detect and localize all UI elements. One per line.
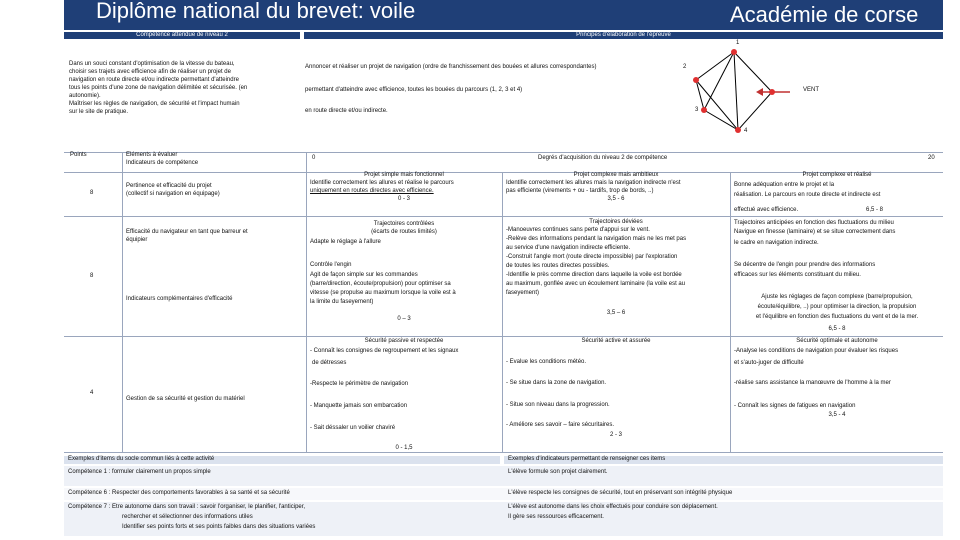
block2-d1b: Contrôle l'engin <box>310 262 352 268</box>
table-line <box>122 152 123 452</box>
table-line <box>730 172 731 452</box>
bottom-row-left: Compétence 1 : formuler clairement un propos simple <box>68 469 211 475</box>
buoy-3 <box>701 107 707 113</box>
bottom-row-right: L'élève est autonome dans les choix effectués pour conduire son déplacement. <box>508 504 718 510</box>
block1-points: 8 <box>90 190 94 196</box>
bottom-right-header: Exemples d'indicateurs permettant de renseigner ces items <box>508 456 666 462</box>
principe-2: permettant d'atteindre avec efficience, toutes les bouées du parcours (1, 2, 3 et 4) <box>305 87 523 93</box>
block3-d2-item: - Améliore ses savoir – faire sécuritaires. <box>506 422 615 428</box>
wind-label: VENT <box>803 87 820 93</box>
block1-d2: pas efficiente (virements + ou - tardifs, trop de bords, ..) <box>506 188 654 194</box>
block2-d3a: Trajectoires anticipées en fonction des fluctuations du milieu <box>734 220 894 226</box>
table-line <box>64 152 943 153</box>
block2-element: équipier <box>126 237 148 243</box>
block1-element: Pertinence et efficacité du projet <box>126 183 212 189</box>
block2-d3b: Ajuste les réglages de façon complexe (barre/propulsion, <box>761 294 913 300</box>
block3-d2-item: - Evalue les conditions météo. <box>506 359 587 365</box>
buoy-mid <box>769 89 775 95</box>
block2-d2: -Identifie le près comme direction dans laquelle la voile est bordée <box>506 272 682 278</box>
block2-d1b: (barre/direction, écoute/propulsion) pour optimiser sa <box>310 281 451 287</box>
block1-d2: Identifie correctement les allures mais la navigation indirecte n'est <box>506 180 681 186</box>
degres-header: Degrés d'acquisition du niveau 2 de compétence <box>538 155 668 161</box>
block2-d1b: la limite du faseyement) <box>310 299 374 305</box>
table-line <box>64 216 943 217</box>
block3-d2-item: - Situe son niveau dans la progression. <box>506 402 610 408</box>
principe-3: en route directe et/ou indirecte. <box>305 108 388 114</box>
buoy-1-label: 1 <box>736 40 740 46</box>
block2-d2: faseyement) <box>506 290 540 296</box>
competence-line: sur le site de pratique. <box>69 109 129 115</box>
block2-element: Indicateurs complémentaires d'efficacité <box>126 296 233 302</box>
block2-d1a: Trajectoires contrôlées <box>373 221 435 227</box>
table-line <box>64 452 943 453</box>
block2-d2: Trajectoires déviées <box>589 219 643 225</box>
block1-element: (collectif si navigation en équipage) <box>126 191 220 197</box>
competence-line: navigation en route directe et/ou indirecte permettant d'atteindre <box>69 77 239 83</box>
block3-d1-item: -Respecte le périmètre de navigation <box>310 381 409 387</box>
block2-d3b: et l'équilibre en fonction des fluctuations du vent et de la mer. <box>755 314 919 320</box>
competence-line: choisir ses trajets avec efficience afin de réaliser un projet de <box>69 69 231 75</box>
block2-d2-score: 3,5 – 6 <box>606 310 626 316</box>
block1-d2: Projet complexe mais ambitieux <box>573 172 659 178</box>
block3-d3-title: -Analyse les conditions de navigation pour évaluer les risques <box>734 348 899 354</box>
bottom-row-right: L'élève formule son projet clairement. <box>508 469 608 475</box>
competence-line: autonomie). <box>69 93 101 99</box>
block2-d2: -Construit l'angle mort (route directe impossible) par l'exploration <box>506 254 678 260</box>
block3-d3-score: 3,5 - 4 <box>828 412 846 418</box>
block3-d1-item: - Sait déssaler un voilier chaviré <box>310 425 396 431</box>
score-max: 20 <box>928 155 935 161</box>
block2-d1a: Adapte le réglage à l'allure <box>310 239 381 245</box>
competence-line: tous les points d'une zone de navigation délimitée et sécurisée. (en <box>69 85 248 91</box>
buoy-4-label: 4 <box>744 128 748 134</box>
block3-d3-title: Sécurité optimale et autonome <box>796 338 878 344</box>
col-elements-header: Eléments à évaluer <box>126 152 178 158</box>
block2-points: 8 <box>90 273 94 279</box>
bottom-row-right: L'élève respecte les consignes de sécurité, tout en préservant son intégrité physique <box>508 490 733 496</box>
block2-d1b: vitesse (se propulse au maximum lorsque la voile est à <box>310 290 456 296</box>
block2-d3b: écoute/équilibre, ..) pour optimiser la direction, la propulsion <box>757 304 917 310</box>
block3-d3-title: et s'auto-juger de difficulté <box>734 360 804 366</box>
block1-d3: effectué avec efficience. <box>734 207 799 213</box>
block2-d3b: efficaces sur les éléments constituant du milieu. <box>734 272 861 278</box>
block2-d1a: (écarts de routes limités) <box>371 229 437 235</box>
buoy-2-label: 2 <box>683 64 687 70</box>
bottom-row-right: Il gère ses ressources efficacement. <box>508 514 604 520</box>
principes-header: Principes d'élaboration de l'épreuve <box>576 32 671 38</box>
block1-d3-score: 6,5 - 8 <box>866 207 884 213</box>
block2-d2: au maximum, gonflée avec un écoulement laminaire (la voile est au <box>506 281 686 287</box>
block1-d1: Identifie correctement les allures et réalise le parcours <box>310 180 454 186</box>
page-title: Diplôme national du brevet: voile <box>96 0 416 23</box>
block3-element: Gestion de sa sécurité et gestion du matériel <box>126 396 245 402</box>
block3-d1-item: - Manquette jamais son embarcation <box>310 403 408 409</box>
block2-d1b-score: 0 – 3 <box>397 316 411 322</box>
bottom-row-left: Identifier ses points forts et ses points faibles dans des situations variées <box>122 524 316 530</box>
block1-d1: uniquement en routes directes avec efficience. <box>310 188 434 194</box>
competence-line: Maîtriser les règles de navigation, de sécurité et l'impact humain <box>69 101 240 107</box>
table-line <box>64 336 943 337</box>
block3-d1-title: de détresses <box>312 360 347 366</box>
competence-text-box <box>64 41 300 145</box>
table-line <box>502 172 503 452</box>
block1-d3: réalisation. Le parcours en route directe et indirecte est <box>734 192 881 198</box>
block3-d3-item: - Connaît les signes de fatigues en navigation <box>734 403 856 409</box>
competence-line: Dans un souci constant d'optimisation de la vitesse du bateau, <box>69 61 235 67</box>
bottom-row-left: rechercher et sélectionner des informations utiles <box>122 514 253 520</box>
table-line <box>306 152 307 452</box>
academie-label: Académie de corse <box>730 2 919 27</box>
block3-d1-title: - Connaît les consignes de regroupement et les signaux <box>310 348 459 354</box>
buoy-1 <box>731 49 737 55</box>
block3-d3-item: -réalise sans assistance la manœuvre de l'homme à la mer <box>734 380 891 386</box>
bottom-left-header: Exemples d'items du socle commun liés à cette activité <box>68 456 215 462</box>
block2-d1b: Agit de façon simple sur les commandes <box>310 272 418 278</box>
block2-d2: -Relève des informations pendant la navigation mais ne les met pas <box>506 236 687 242</box>
block1-d1-score: 0 - 3 <box>397 196 410 202</box>
buoy-4 <box>735 127 741 133</box>
block1-d3: Projet complexe et réalisé <box>802 172 872 178</box>
bottom-row-left: Compétence 7 : Etre autonome dans son travail : savoir l'organiser, le planifier, l'anticiper, <box>68 504 306 510</box>
block2-d3a: Navigue en finesse (laminaire) et se situe correctement dans <box>734 229 896 235</box>
competence-header: Compétence attendue de niveau 2 <box>136 32 228 38</box>
block2-element: Efficacité du navigateur en tant que barreur et <box>126 229 248 235</box>
buoy-2 <box>693 77 699 83</box>
block3-d2-score: 2 - 3 <box>609 432 622 438</box>
block3-d2-title: Sécurité active et assurée <box>581 338 651 344</box>
block2-d2: -Manoeuvres continues sans perte d'appui sur le vent. <box>506 227 650 233</box>
col-points-header: Points <box>70 152 87 158</box>
block2-d3a: le cadre en navigation indirecte. <box>734 240 819 246</box>
block3-points: 4 <box>90 390 94 396</box>
block3-d1-score: 0 - 1,5 <box>395 445 413 451</box>
block1-d1: Projet simple mais fonctionnel <box>364 172 444 178</box>
block1-d2-score: 3,5 - 6 <box>607 196 625 202</box>
score-min: 0 <box>312 155 316 161</box>
block3-d2-item: - Se situe dans la zone de navigation. <box>506 380 607 386</box>
block2-d2: au service d'une navigation indirecte efficiente. <box>506 245 631 251</box>
block2-d3b-score: 6,5 - 8 <box>828 326 846 332</box>
block1-d3: Bonne adéquation entre le projet et la <box>734 182 835 188</box>
block3-d1-title: Sécurité passive et respectée <box>364 338 444 344</box>
principe-1: Annoncer et réaliser un projet de navigation (ordre de franchissement des bouées et allures correspondantes) <box>305 64 597 70</box>
block2-d3b: Se décentre de l'engin pour prendre des informations <box>734 262 876 268</box>
buoy-3-label: 3 <box>695 107 699 113</box>
bottom-row-left: Compétence 6 : Respecter des comportements favorables à sa santé et sa sécurité <box>68 490 290 496</box>
col-indicateurs-header: Indicateurs de compétence <box>126 160 199 166</box>
block2-d2: de toutes les routes directes possibles. <box>506 263 610 269</box>
